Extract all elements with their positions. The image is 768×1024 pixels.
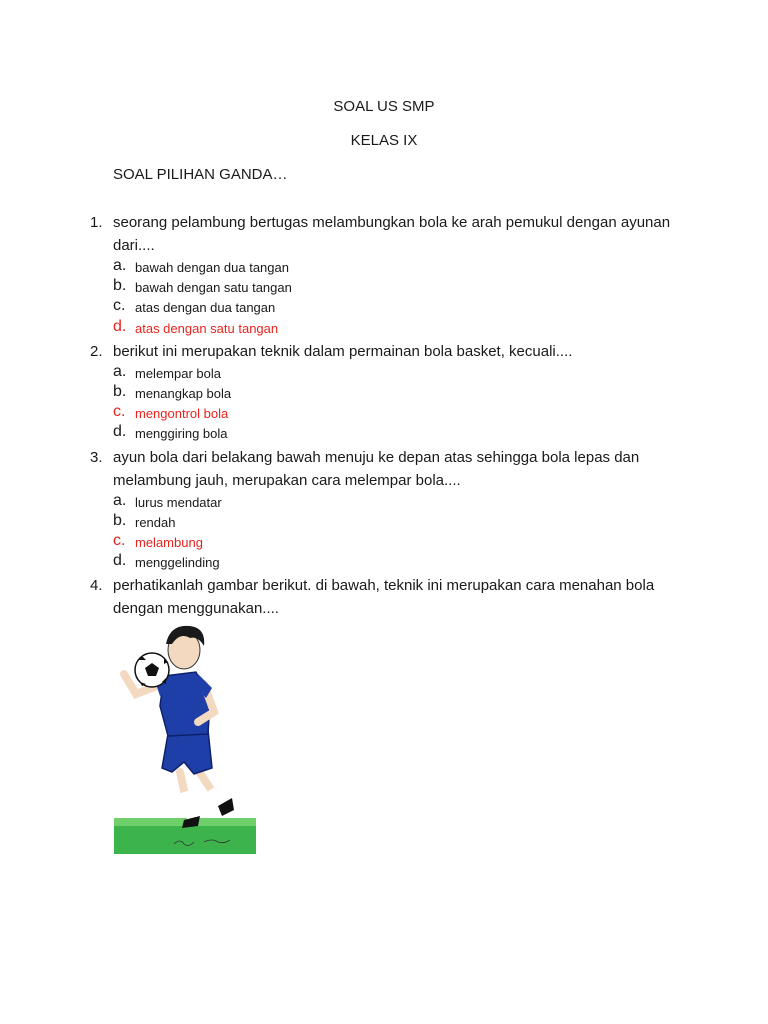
option-letter: c. xyxy=(113,403,126,421)
option-text: melambung xyxy=(135,534,203,550)
option-letter: c. xyxy=(113,297,126,315)
question-text: berikut ini merupakan teknik dalam permainan bola basket, kecuali.... xyxy=(113,342,573,360)
option-letter: a. xyxy=(113,257,127,274)
question-item xyxy=(90,446,690,574)
answer-option xyxy=(113,258,690,278)
answer-option-correct xyxy=(113,319,690,339)
answer-option xyxy=(113,364,690,384)
question-item xyxy=(90,340,690,445)
option-text: melempar bola xyxy=(135,365,221,381)
option-letter: d. xyxy=(113,317,127,335)
answer-option xyxy=(113,493,690,513)
option-text: rendah xyxy=(135,514,176,530)
option-letter: b. xyxy=(113,511,127,529)
option-letter: d. xyxy=(113,423,127,441)
answer-option xyxy=(113,384,690,404)
option-text: mengontrol bola xyxy=(135,406,229,422)
option-letter: d. xyxy=(113,552,127,570)
option-text: menggiring bola xyxy=(135,426,228,442)
question-text: seorang pelambung bertugas melambungkan bola ke arah pemukul dengan ayunan dari.... xyxy=(113,214,671,254)
answer-option-correct xyxy=(113,533,690,553)
option-text: atas dengan satu tangan xyxy=(135,320,279,336)
question-text: perhatikanlah gambar berikut. di bawah, teknik ini merupakan cara menahan bola dengan menggunakan.... xyxy=(113,577,655,618)
question-number: 1. xyxy=(90,214,103,231)
page-subtitle: KELAS IX xyxy=(350,132,418,149)
answer-option xyxy=(113,278,690,298)
question-number: 2. xyxy=(90,342,103,360)
option-letter: b. xyxy=(113,277,127,295)
question-item xyxy=(90,211,690,339)
option-text: bawah dengan dua tangan xyxy=(135,260,289,275)
answer-option xyxy=(113,553,690,573)
option-list xyxy=(113,493,690,574)
question-item xyxy=(90,574,690,620)
answer-option xyxy=(113,424,690,444)
question-text: ayun bola dari belakang bawah menuju ke depan atas sehingga bola lepas dan melambung jauh, merupakan cara melempar bola.... xyxy=(113,448,640,489)
page-title: SOAL US SMP xyxy=(333,98,435,115)
option-letter: a. xyxy=(113,491,127,509)
option-letter: c. xyxy=(113,531,126,549)
option-letter: a. xyxy=(113,362,127,380)
answer-option xyxy=(113,513,690,533)
answer-option-correct xyxy=(113,404,690,424)
section-title: SOAL PILIHAN GANDA… xyxy=(113,166,288,183)
left-sock xyxy=(184,792,192,818)
option-text: menangkap bola xyxy=(135,385,232,401)
option-text: menggelinding xyxy=(135,555,220,571)
question-list xyxy=(90,211,690,620)
question-number: 4. xyxy=(90,577,103,595)
option-list xyxy=(113,258,690,339)
soccer-player-drawing xyxy=(114,622,256,854)
soccer-player-illustration xyxy=(114,622,256,854)
option-text: bawah dengan satu tangan xyxy=(135,280,292,296)
option-list xyxy=(113,364,690,445)
answer-option xyxy=(113,298,690,318)
question-number: 3. xyxy=(90,448,103,466)
option-text: atas dengan dua tangan xyxy=(135,300,276,316)
option-text: lurus mendatar xyxy=(135,494,222,510)
option-letter: b. xyxy=(113,382,127,400)
